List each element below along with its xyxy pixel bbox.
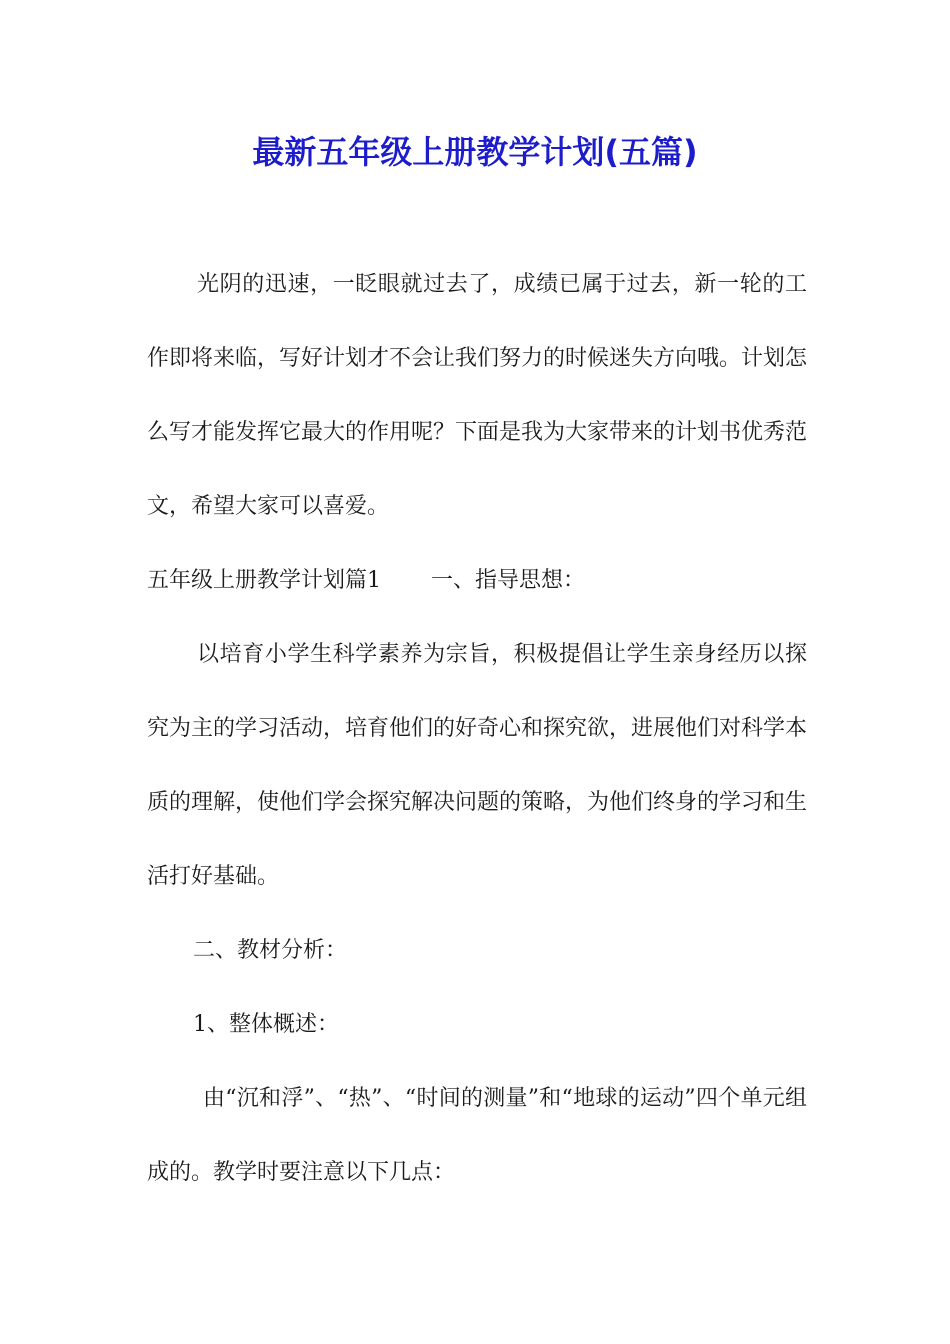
- guiding-thought-paragraph: 以培育小学生科学素养为宗旨，积极提倡让学生亲身经历以探究为主的学习活动，培育他们的好奇心和探究欲，进展他们对科学本质的理解，使他们学会探究解决问题的策略，为他们终身的学习和生活打好基础。: [147, 642, 808, 889]
- heading-guiding-thought: 一、指导思想：: [431, 568, 586, 593]
- document-title: 最新五年级上册教学计划(五篇): [252, 133, 698, 171]
- heading-materials-analysis: 二、教材分析：: [193, 938, 348, 963]
- section-heading-line: [147, 544, 807, 618]
- intro-paragraph: 光阴的迅速，一眨眼就过去了，成绩已属于过去，新一轮的工作即将来临，写好计划才不会让我们努力的时候迷失方向哦。计划怎么写才能发挥它最大的作用呢？下面是我为大家带来的计划书优秀范文，希望大家可以喜爱。: [147, 272, 808, 519]
- section-title: 五年级上册教学计划篇1: [147, 568, 381, 593]
- overview-paragraph: [147, 1062, 807, 1210]
- overview-text: 由“沉和浮”、“热”、“时间的测量”和“地球的运动”四个单元组成的。教学时要注意以下几点：: [147, 1086, 807, 1185]
- heading-overview: 1、整体概述：: [193, 1012, 339, 1037]
